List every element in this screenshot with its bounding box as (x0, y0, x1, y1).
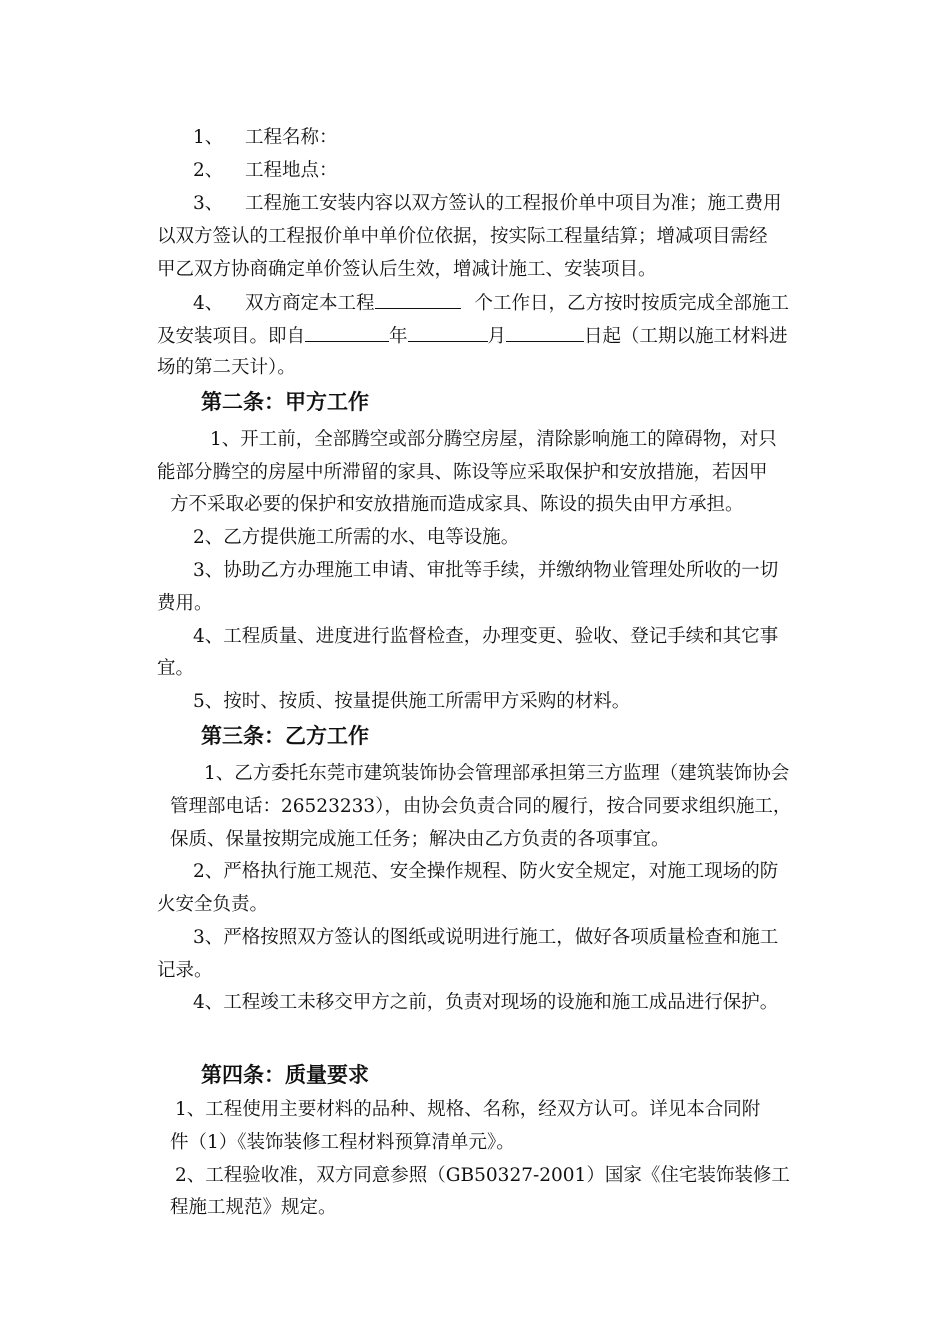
item-4 (193, 290, 789, 316)
paragraph-line: 记录。 (157, 960, 213, 981)
date-prefix: 及安装项目。即自 (157, 326, 306, 347)
month-label: 月 (487, 326, 507, 347)
paragraph-line: 3、协助乙方办理施工申请、审批等手续，并缴纳物业管理处所收的一切 (193, 560, 779, 581)
item-number: 2、 (193, 160, 224, 181)
day-label: 日起（工期以施工材料进 (584, 326, 788, 347)
year-label: 年 (389, 326, 408, 347)
paragraph-line: 宜。 (157, 658, 195, 679)
item-number: 1、 (193, 127, 224, 148)
item-1 (193, 126, 338, 150)
item-text: 个工作日，乙方按时按质完成全部施工 (474, 293, 790, 314)
paragraph-line: 2、乙方提供施工所需的水、电等设施。 (193, 527, 520, 548)
item-text: 工程施工安装内容以双方签认的工程报价单中项目为准；施工费用 (245, 193, 782, 214)
item-2 (193, 159, 338, 183)
paragraph-line: 程施工规范》规定。 (170, 1197, 337, 1218)
item-text: 工程名称： (245, 127, 338, 148)
paragraph-line: 保质、保量按期完成施工任务；解决由乙方负责的各项事宜。 (170, 829, 670, 850)
paragraph-line: 方不采取必要的保护和安放措施而造成家具、陈设的损失由甲方承担。 (170, 494, 744, 515)
paragraph-line: 4、工程竣工未移交甲方之前，负责对现场的设施和施工成品进行保护。 (193, 992, 779, 1013)
paragraph-line: 件（1）《装饰装修工程材料预算清单元》。 (170, 1132, 515, 1153)
item-number: 4、 (193, 293, 224, 314)
blank-year[interactable] (305, 323, 389, 342)
item-3 (193, 192, 782, 216)
article-3-heading: 第三条：乙方工作 (201, 723, 369, 748)
article-4-heading: 第四条：质量要求 (201, 1062, 369, 1087)
paragraph-line: 管理部电话：26523233），由协会负责合同的履行，按合同要求组织施工， (170, 796, 792, 817)
blank-month[interactable] (408, 323, 488, 342)
paragraph-line: 1、开工前，全部腾空或部分腾空房屋，清除影响施工的障碍物，对只 (210, 429, 777, 450)
paragraph-line: 费用。 (157, 593, 213, 614)
paragraph-line: 2、严格执行施工规范、安全操作规程、防火安全规定，对施工现场的防 (193, 861, 779, 882)
date-line (157, 323, 788, 349)
blank-days[interactable] (375, 290, 461, 309)
paragraph-line: 2、工程验收准，双方同意参照（GB50327-2001）国家《住宅装饰装修工 (175, 1165, 790, 1186)
item-number: 3、 (193, 193, 224, 214)
paragraph-line: 1、工程使用主要材料的品种、规格、名称，经双方认可。详见本合同附 (175, 1099, 761, 1120)
item-text: 工程地点： (245, 160, 338, 181)
paragraph-line: 场的第二天计）。 (157, 357, 296, 378)
blank-day[interactable] (506, 323, 584, 342)
paragraph-line: 1、乙方委托东莞市建筑装饰协会管理部承担第三方监理（建筑装饰协会 (204, 763, 790, 784)
article-2-heading: 第二条：甲方工作 (201, 389, 369, 414)
paragraph-line: 以双方签认的工程报价单中单价位依据，按实际工程量结算；增减项目需经 (157, 226, 768, 247)
paragraph-line: 火安全负责。 (157, 894, 269, 915)
paragraph-line: 能部分腾空的房屋中所滞留的家具、陈设等应采取保护和安放措施，若因甲 (157, 462, 768, 483)
paragraph-line: 甲乙双方协商确定单价签认后生效，增减计施工、安装项目。 (157, 259, 657, 280)
paragraph-line: 5、按时、按质、按量提供施工所需甲方采购的材料。 (193, 691, 631, 712)
paragraph-line: 3、严格按照双方签认的图纸或说明进行施工，做好各项质量检查和施工 (193, 927, 779, 948)
item-text: 双方商定本工程 (245, 293, 375, 314)
paragraph-line: 4、工程质量、进度进行监督检查，办理变更、验收、登记手续和其它事 (193, 626, 779, 647)
